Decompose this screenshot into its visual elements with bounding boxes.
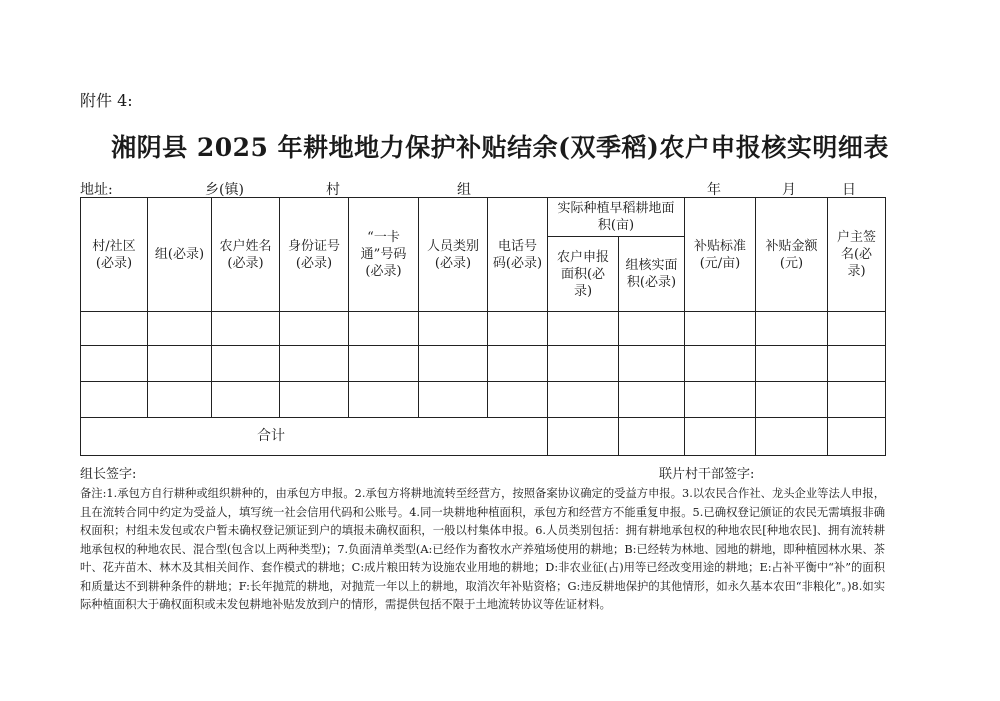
- table-cell[interactable]: [756, 382, 828, 418]
- header-group: 组(必录): [148, 198, 212, 312]
- declaration-table: [80, 197, 886, 456]
- table-row: [81, 312, 886, 346]
- table-cell[interactable]: [212, 382, 280, 418]
- table-cell[interactable]: [619, 382, 685, 418]
- table-cell[interactable]: [81, 312, 148, 346]
- table-cell[interactable]: [280, 346, 349, 382]
- header-one-card-number: “一卡通”号码(必录): [349, 198, 419, 312]
- header-person-type: 人员类别(必录): [419, 198, 488, 312]
- table-cell[interactable]: [81, 382, 148, 418]
- address-year: 年: [707, 182, 721, 198]
- table-cell[interactable]: [349, 346, 419, 382]
- table-cell[interactable]: [828, 382, 886, 418]
- table-cell[interactable]: [349, 312, 419, 346]
- table-cell[interactable]: [548, 382, 619, 418]
- total-row: [81, 418, 886, 456]
- table-cell[interactable]: [619, 346, 685, 382]
- table-cell[interactable]: [488, 312, 548, 346]
- notes-paragraph: 备注:1.承包方自行耕种或组织耕种的，由承包方申报。2.承包方将耕地流转至经营方，按照备案协议确定的受益方申报。3.以农民合作社、龙头企业等法人申报，且在流转合同中约定为受益人，填写统一社会信用代码和公账号。4.同一块耕地种植面积，承包方和经营方不能重复申报。5.已确权登记颁证的农民无需填报非确权面积；村组未发包或农户暂未确权登记颁证到户的填报未确权面积，一般以村集体申报。6.人员类别包括：拥有耕地承包权的种地农民[种地农民]、拥有流转耕地承包权的种地农民、混合型(包含以上两种类型)；7.负面清单类型(A:已经作为畜牧水产养殖场使用的耕地；B:已经转为林地、园地的耕地，即种植园林水果、茶叶、花卉苗木、林木及其相关间作、套作模式的耕地；C:成片粮田转为设施农业用地的耕地；D:非农业征(占)用等已经改变用途的耕地；E:占补平衡中“补”的面积和质量达不到耕种条件的耕地；F:长年抛荒的耕地，对抛荒一年以上的耕地，取消次年补贴资格；G:违反耕地保护的其他情形，如永久基本农田“非粮化”。)8.如实际种植面积大于确权面积或未发包耕地补贴发放到户的情形，需提供包括不限于土地流转协议等佐证材料。: [80, 487, 885, 611]
- table-row: [81, 382, 886, 418]
- attachment-label: 附件 4:: [80, 91, 133, 110]
- header-subsidy-amount: 补贴金额(元): [756, 198, 828, 312]
- table-cell[interactable]: [419, 382, 488, 418]
- table-cell[interactable]: [148, 346, 212, 382]
- total-cell[interactable]: [685, 418, 756, 456]
- total-cell[interactable]: [828, 418, 886, 456]
- table-cell[interactable]: [349, 382, 419, 418]
- table-cell[interactable]: [148, 382, 212, 418]
- table-cell[interactable]: [419, 346, 488, 382]
- table-row: [81, 346, 886, 382]
- address-month: 月: [782, 182, 796, 198]
- total-label: 合计: [81, 418, 548, 456]
- address-village: 村: [326, 182, 340, 198]
- table-cell[interactable]: [419, 312, 488, 346]
- table-cell[interactable]: [756, 346, 828, 382]
- table-cell[interactable]: [488, 346, 548, 382]
- group-leader-signature-label: 组长签字:: [80, 467, 137, 482]
- address-prefix: 地址:: [80, 182, 113, 198]
- header-village: 村/社区(必录): [81, 198, 148, 312]
- table-cell[interactable]: [548, 312, 619, 346]
- table-cell[interactable]: [685, 346, 756, 382]
- table-cell[interactable]: [148, 312, 212, 346]
- table-cell[interactable]: [548, 346, 619, 382]
- table-cell[interactable]: [212, 346, 280, 382]
- header-phone: 电话号码(必录): [488, 198, 548, 312]
- table-cell[interactable]: [685, 382, 756, 418]
- address-group: 组: [457, 182, 471, 198]
- table-cell[interactable]: [81, 346, 148, 382]
- table-cell[interactable]: [756, 312, 828, 346]
- village-cadre-signature-label: 联片村干部签字:: [659, 467, 755, 482]
- address-day: 日: [842, 182, 856, 198]
- address-township: 乡(镇): [205, 182, 244, 198]
- header-household-signature: 户主签名(必录): [828, 198, 886, 312]
- table-cell[interactable]: [619, 312, 685, 346]
- table-cell[interactable]: [828, 312, 886, 346]
- header-id-number: 身份证号(必录): [280, 198, 349, 312]
- table-cell[interactable]: [828, 346, 886, 382]
- page-title: 湘阴县 2025 年耕地地力保护补贴结余(双季稻)农户申报核实明细表: [111, 133, 889, 162]
- header-actual-area-group: 实际种植早稻耕地面积(亩): [548, 198, 685, 237]
- table-cell[interactable]: [212, 312, 280, 346]
- header-group-verified-area: 组核实面积(必录): [619, 237, 685, 312]
- total-cell[interactable]: [548, 418, 619, 456]
- header-farmer-declared-area: 农户申报面积(必录): [548, 237, 619, 312]
- total-cell[interactable]: [756, 418, 828, 456]
- table-cell[interactable]: [685, 312, 756, 346]
- table-cell[interactable]: [488, 382, 548, 418]
- header-subsidy-standard: 补贴标准(元/亩): [685, 198, 756, 312]
- table-cell[interactable]: [280, 312, 349, 346]
- header-farmer-name: 农户姓名(必录): [212, 198, 280, 312]
- total-cell[interactable]: [619, 418, 685, 456]
- table-cell[interactable]: [280, 382, 349, 418]
